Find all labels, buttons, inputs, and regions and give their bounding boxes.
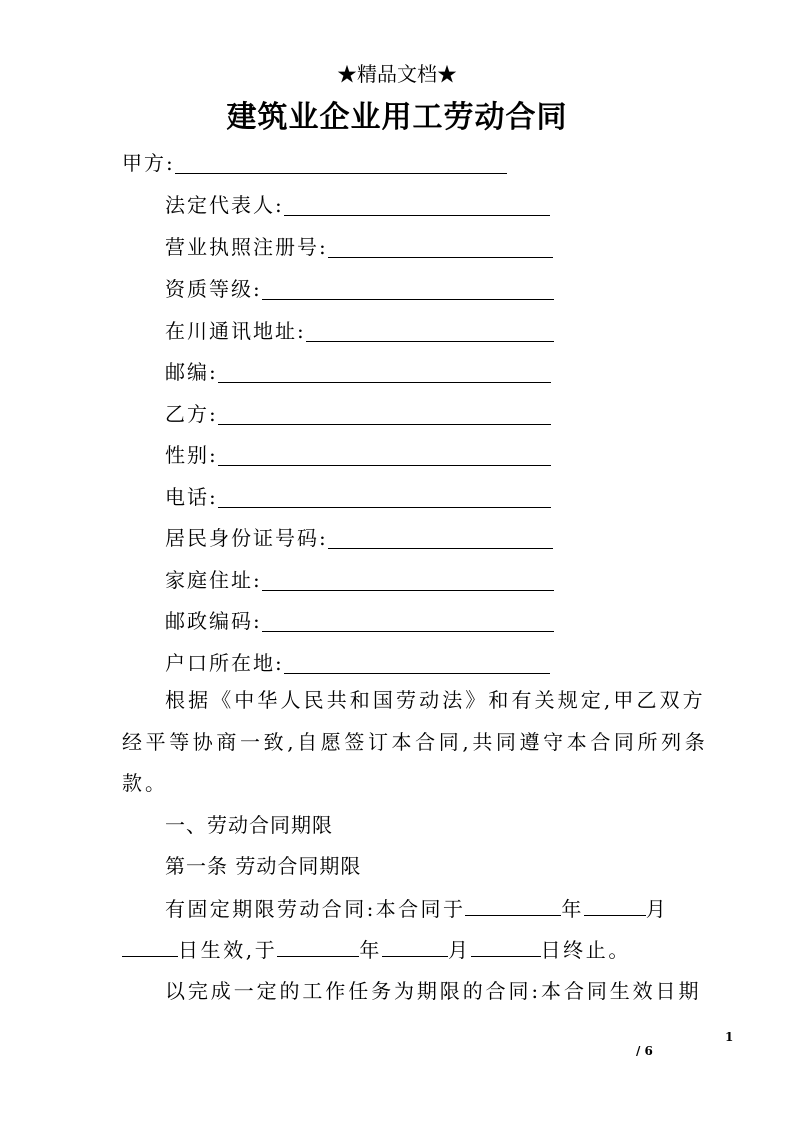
home-address-field: [165, 565, 554, 595]
id-no-label: 居民身份证号码:: [165, 526, 328, 550]
zip-code-field: [165, 606, 554, 636]
party-b-field: [165, 399, 551, 429]
start-month-label: 月: [645, 897, 669, 921]
postcode-field: [165, 357, 551, 387]
article-1-heading: 第一条 劳动合同期限: [165, 854, 362, 878]
intro-line-2: 经平等协商一致,自愿签订本合同,共同遵守本合同所列条: [122, 730, 709, 754]
phone-blank: [218, 483, 551, 508]
end-year-blank: [277, 934, 359, 957]
end-month-label: 月: [447, 938, 471, 962]
legal-rep-blank: [284, 191, 550, 216]
hukou-blank: [284, 649, 550, 674]
start-year-blank: [465, 893, 561, 916]
legal-rep-field: [165, 190, 550, 220]
qualification-field: [165, 274, 554, 304]
start-day-blank: [122, 934, 178, 957]
end-day-blank: [471, 934, 541, 957]
end-month-blank: [382, 934, 448, 957]
home-address-blank: [262, 566, 554, 591]
term-dates-line: [122, 934, 631, 965]
zip-code-blank: [262, 607, 554, 632]
postcode-blank: [218, 358, 551, 383]
phone-field: [165, 482, 551, 512]
intro-line-1: 根据《中华人民共和国劳动法》和有关规定,甲乙双方: [165, 688, 706, 712]
home-address-label: 家庭住址:: [165, 568, 262, 592]
address-sc-blank: [306, 317, 554, 342]
document-badge: ★精品文档★: [337, 62, 457, 86]
id-no-field: [165, 523, 553, 553]
postcode-label: 邮编:: [165, 360, 218, 384]
page-number: 1: [725, 1030, 734, 1044]
document-title: 建筑业企业用工劳动合同: [226, 100, 568, 135]
fixed-term-line: [165, 893, 668, 924]
gender-label: 性别:: [165, 443, 218, 467]
section-1-heading: 一、劳动合同期限: [165, 813, 333, 837]
id-no-blank: [328, 524, 553, 549]
party-a-blank: [175, 149, 507, 174]
legal-rep-label: 法定代表人:: [165, 193, 284, 217]
start-year-label: 年: [561, 897, 584, 921]
license-no-label: 营业执照注册号:: [165, 235, 328, 259]
qualification-blank: [262, 275, 554, 300]
hukou-label: 户口所在地:: [165, 651, 284, 675]
license-no-blank: [328, 233, 553, 258]
license-no-field: [165, 232, 553, 262]
address-sc-field: [165, 316, 554, 346]
qualification-label: 资质等级:: [165, 277, 262, 301]
gender-blank: [218, 441, 551, 466]
intro-line-3: 款。: [122, 771, 168, 795]
task-term-line: 以完成一定的工作任务为期限的合同:本合同生效日期: [165, 979, 702, 1003]
effective-text: 日生效,于: [178, 938, 278, 962]
party-a-label: 甲方:: [122, 151, 175, 175]
hukou-field: [165, 648, 550, 678]
zip-code-label: 邮政编码:: [165, 609, 262, 633]
party-b-blank: [218, 400, 551, 425]
end-year-label: 年: [359, 938, 382, 962]
phone-label: 电话:: [165, 485, 218, 509]
page-total: / 6: [636, 1044, 653, 1058]
fixed-term-prefix: 有固定期限劳动合同:本合同于: [165, 897, 466, 921]
start-month-blank: [584, 893, 646, 916]
party-b-label: 乙方:: [165, 402, 218, 426]
end-text: 日终止。: [540, 938, 631, 962]
gender-field: [165, 440, 551, 470]
party-a-field: [122, 148, 507, 178]
address-sc-label: 在川通讯地址:: [165, 319, 306, 343]
